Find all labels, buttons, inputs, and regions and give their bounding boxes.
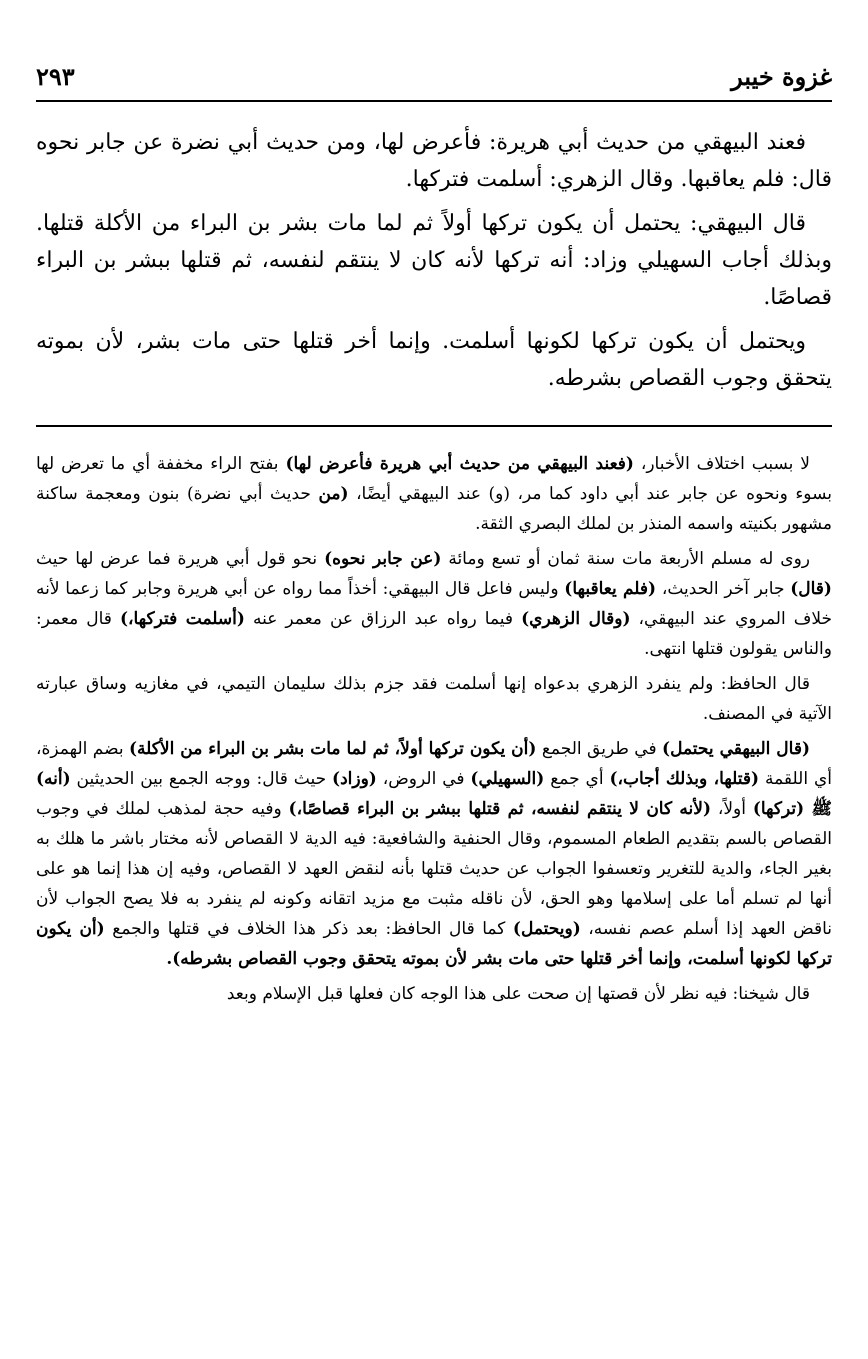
commentary-text: أولاً، bbox=[711, 799, 753, 819]
commentary-text: روى له مسلم الأربعة مات سنة ثمان أو تسع ومائة bbox=[441, 549, 811, 569]
page-header bbox=[36, 58, 832, 102]
commentary-text: بضم الهمزة، أي اللقمة bbox=[36, 739, 832, 789]
page-number: ٢٩٣ bbox=[36, 62, 75, 91]
commentary-text: نحو قول أبي هريرة فما عرض لها حيث bbox=[36, 549, 325, 569]
quoted-text-bold: (ويحتمل) bbox=[512, 919, 581, 939]
chapter-title: غزوة خيبر bbox=[731, 62, 832, 91]
commentary-text: لا بسبب اختلاف الأخبار، bbox=[633, 454, 811, 474]
commentary-text: أي جمع bbox=[544, 769, 610, 789]
main-paragraph-3: ويحتمل أن يكون تركها لكونها أسلمت. وإنما أخر قتلها حتى مات بشر، لأن بموته يتحقق وجوب القصاص بشرطه. bbox=[36, 329, 832, 391]
commentary-text: حيث قال: ووجه الجمع بين الحديثين bbox=[70, 769, 333, 789]
commentary bbox=[36, 449, 832, 1009]
separator-line bbox=[36, 425, 832, 427]
commentary-paragraph-3 bbox=[36, 669, 832, 729]
quoted-text-bold: (قتلها، وبذلك أجاب،) bbox=[609, 769, 760, 789]
quoted-text-bold: (وقال الزهري) bbox=[521, 609, 631, 629]
quoted-text-bold: (فعند البيهقي من حديث أبي هريرة فأعرض لها) bbox=[285, 454, 634, 474]
commentary-paragraph-5 bbox=[36, 979, 832, 1009]
quoted-text-bold: (قال البيهقي يحتمل) bbox=[662, 739, 811, 759]
main-paragraph-1: فعند البيهقي من حديث أبي هريرة: فأعرض لها، ومن حديث أبي نضرة عن جابر نحوه قال: فلم يعاقبها. وقال الزهري: أسلمت فتركها. bbox=[36, 130, 832, 192]
quoted-text-bold: (السهيلي) bbox=[470, 769, 545, 789]
commentary-text: وفيه حجة لمذهب لملك في وجوب القصاص بالسم بتقديم الطعام المسموم، وقال الحنفية والشافعية: فيه الدية لا القصاص لأنه مختار باشر ما هلك به بغير الجاء، والدية للتغرير وتعسفوا الجواب عن حديث قتلها بأنه لنقض العهد لا القصاص، وفيه إن هذا إنما هو على أنها لم تسلم أما على إسلامها وهو الحق، لأن ناقله مثبت مع مزيد اتقانه وكونه لم ينفرد به فلا يصح الجواب لأن ناقض العهد إذا أسلم عصم نفسه، bbox=[36, 799, 833, 939]
quoted-text-bold: (لأنه كان لا ينتقم لنفسه، ثم قتلها ببشر بن البراء قصاصًا،) bbox=[288, 799, 712, 819]
commentary-text: في طريق الجمع bbox=[536, 739, 663, 759]
commentary-text: حديث أبي نضرة) بنون ومعجمة ساكنة مشهور بكنيته واسمه المنذر بن لملك البصري الثقة. bbox=[36, 484, 832, 534]
commentary-text: بفتح الراء مخففة أي ما تعرض لها بسوء ونحوه عن جابر عند أبي داود كما مر، (و) عند البيهقي أيضًا، bbox=[36, 454, 832, 504]
quoted-text-bold: (أن يكون تركها أولاً، ثم لما مات بشر بن البراء من الأكلة) bbox=[129, 739, 537, 759]
commentary-text: فيما رواه عبد الرزاق عن معمر عنه bbox=[244, 609, 522, 629]
commentary-text: قال معمر: والناس يقولون قتلها انتهى. bbox=[36, 609, 832, 659]
commentary-text: جابر آخر الحديث، bbox=[656, 579, 791, 599]
commentary-paragraph-2 bbox=[36, 544, 832, 664]
quoted-text-bold: (فلم يعاقبها) bbox=[564, 579, 657, 599]
quoted-text-bold: (أن يكون تركها لكونها أسلمت، وإنما أخر قتلها حتى مات بشر لأن بموته يتحقق وجوب القصاص بشرطه). bbox=[36, 919, 832, 969]
quoted-text-bold: (وزاد) bbox=[332, 769, 377, 789]
commentary-text: قال شيخنا: فيه نظر لأن قصتها إن صحت على هذا الوجه كان فعلها قبل الإسلام وبعد bbox=[226, 984, 810, 1004]
commentary-text: وليس فاعل قال البيهقي: أخذاً مما رواه عن أبي هريرة وجابر كما زعما لأنه خلاف المروي عند البيهقي، bbox=[36, 579, 832, 629]
quoted-text-bold: (أسلمت فتركها،) bbox=[119, 609, 245, 629]
commentary-paragraph-1 bbox=[36, 449, 832, 539]
main-text bbox=[36, 124, 832, 397]
commentary-text: في الروض، bbox=[376, 769, 471, 789]
commentary-text: قال الحافظ: ولم ينفرد الزهري بدعواه إنها أسلمت فقد جزم بذلك سليمان التيمي، في مغازيه وساق عبارته الآتية في المصنف. bbox=[36, 674, 832, 724]
quoted-text-bold: (عن جابر نحوه) bbox=[324, 549, 442, 569]
quoted-text-bold: (من bbox=[318, 484, 349, 504]
quoted-text-bold: (أنه) ﷺ (تركها) bbox=[36, 769, 833, 819]
commentary-paragraph-4 bbox=[36, 734, 832, 974]
commentary-text: كما قال الحافظ: بعد ذكر هذا الخلاف في قتلها والجمع bbox=[104, 919, 513, 939]
book-page bbox=[36, 58, 832, 1348]
main-paragraph-2: قال البيهقي: يحتمل أن يكون تركها أولاً ثم لما مات بشر بن البراء من الأكلة قتلها. وبذلك أجاب السهيلي وزاد: أنه تركها لأنه كان لا ينتقم لنفسه، ثم قتلها ببشر بن البراء قصاصًا. bbox=[36, 211, 832, 310]
quoted-text-bold: (قال) bbox=[790, 579, 832, 599]
